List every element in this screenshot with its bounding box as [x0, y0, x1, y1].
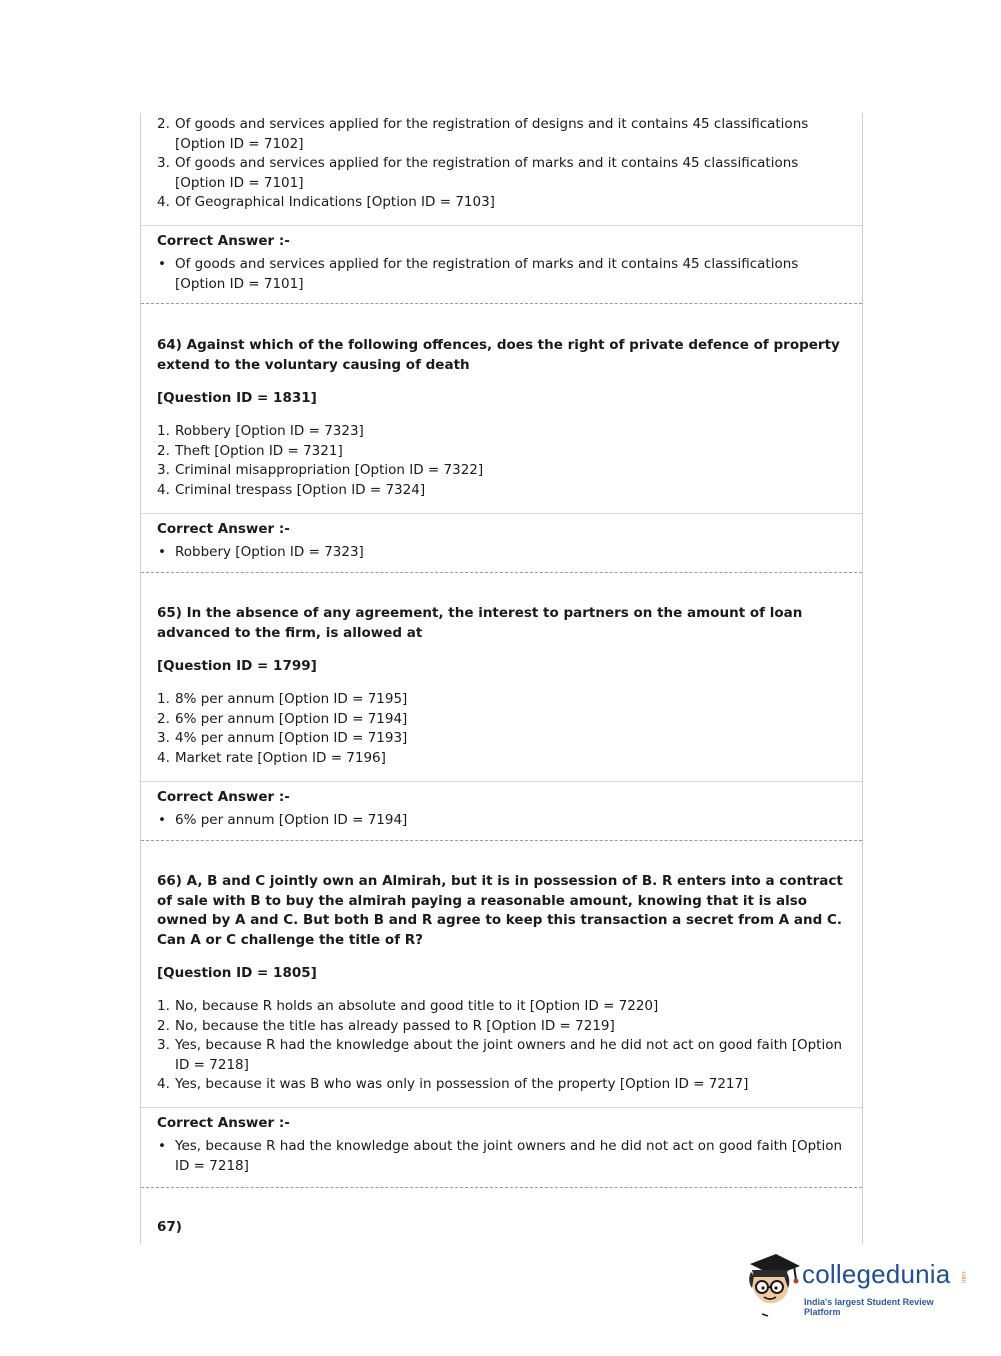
correct-answer-64: [141, 520, 862, 563]
correct-answer-heading: Correct Answer :-: [157, 233, 290, 249]
options-list: [141, 690, 862, 768]
divider: [141, 225, 862, 226]
collegedunia-logo[interactable]: [742, 1250, 972, 1320]
correct-answer-item: • Yes, because R had the knowledge about the joint owners and he did not act on good faith [Option ID = 7218]: [158, 1138, 843, 1174]
option-item: 2. No, because the title has already passed to R [Option ID = 7219]: [157, 1017, 615, 1034]
option-item: 4. Criminal trespass [Option ID = 7324]: [157, 481, 426, 498]
option-item: 2. Theft [Option ID = 7321]: [157, 442, 343, 459]
option-item: 1. Robbery [Option ID = 7323]: [157, 423, 364, 439]
question-paper-frame: [140, 113, 863, 1244]
question-separator: [141, 1187, 862, 1188]
prev-question-options: [141, 115, 862, 213]
question-67: [141, 1218, 862, 1238]
question-text: 64) Against which of the following offences, does the right of private defence of property extend to the voluntary causing of death: [157, 337, 840, 373]
question-id: [Question ID = 1805]: [157, 965, 317, 981]
option-item: 4. Market rate [Option ID = 7196]: [157, 749, 386, 766]
question-id: [Question ID = 1831]: [157, 390, 317, 406]
question-66: [141, 872, 862, 1095]
option-item: 1. No, because R holds an absolute and good title to it [Option ID = 7220]: [157, 998, 659, 1014]
options-list: [141, 997, 862, 1095]
question-65: [141, 604, 862, 768]
question-id: [Question ID = 1799]: [157, 658, 317, 674]
correct-answer-heading: Correct Answer :-: [157, 789, 290, 805]
correct-answer-heading: Correct Answer :-: [157, 521, 290, 537]
question-number: 67): [157, 1219, 182, 1235]
divider: [141, 1107, 862, 1108]
option-item: 2. 6% per annum [Option ID = 7194]: [157, 710, 408, 727]
option-item: 4. Yes, because it was B who was only in possession of the property [Option ID = 7217]: [157, 1076, 749, 1092]
options-list: [141, 422, 862, 500]
logo-domain: .com: [960, 1270, 966, 1284]
question-separator: [141, 303, 862, 304]
correct-answer-item: • Of goods and services applied for the registration of marks and it contains 45 classifications [Option ID = 7101]: [158, 256, 799, 292]
logo-tagline: India's largest Student Review Platform: [804, 1297, 934, 1317]
option-item: 3. 4% per annum [Option ID = 7193]: [157, 730, 408, 746]
question-separator: [141, 840, 862, 841]
correct-answer-heading: Correct Answer :-: [157, 1115, 290, 1131]
question-text: 66) A, B and C jointly own an Almirah, but it is in possession of B. R enters into a contract of sale with B to buy the almirah paying a reasonable amount, knowing that it is also owned by A and C. But both B and R agree to keep this transaction a secret from A and C. Can A or C challenge the title of R?: [157, 873, 843, 948]
option-item: 3. Criminal misappropriation [Option ID = 7322]: [157, 462, 484, 478]
question-text: 65) In the absence of any agreement, the interest to partners on the amount of loan advanced to the firm, is allowed at: [157, 605, 803, 641]
option-item: 4. Of Geographical Indications [Option ID = 7103]: [157, 194, 495, 210]
prev-correct-answer: [141, 232, 862, 294]
question-64: [141, 336, 862, 500]
divider: [141, 781, 862, 782]
correct-answer-item: • Robbery [Option ID = 7323]: [158, 544, 364, 560]
option-item: 3. Yes, because R had the knowledge about the joint owners and he did not act on good faith [Option ID = 7218]: [157, 1037, 843, 1073]
logo-wordmark: collegedunia: [802, 1259, 951, 1289]
option-item: 1. 8% per annum [Option ID = 7195]: [157, 691, 408, 707]
option-item: 2. Of goods and services applied for the registration of designs and it contains 45 classifications [Option ID = 7102]: [157, 116, 809, 152]
correct-answer-66: [141, 1114, 862, 1176]
divider: [141, 513, 862, 514]
correct-answer-65: [141, 788, 862, 831]
graduate-mascot-icon: [742, 1250, 802, 1318]
option-item: 3. Of goods and services applied for the registration of marks and it contains 45 classifications [Option ID = 7101]: [157, 155, 799, 191]
correct-answer-item: • 6% per annum [Option ID = 7194]: [158, 812, 408, 828]
question-separator: [141, 572, 862, 573]
